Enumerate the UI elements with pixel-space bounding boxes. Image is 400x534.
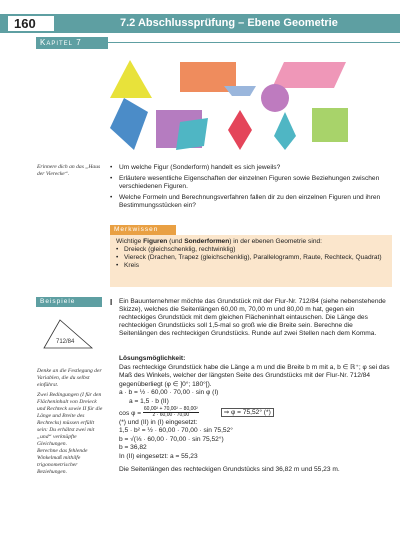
task-text: Ein Bauunternehmer möchte das Grundstück mit der Flur-Nr. 712/84 (siehe nebenstehende Skizze), welches die Seitenlängen 60,00 m, 70,00 m und 80,00 m hat, gegen ein rechteckiges Grundstück mit dem gleichen Flächeninhalt eintauschen. Die Länge des rechteckigen Grundstücks soll 1,5-mal so groß wie die Breite sein. Berechne die Seitenlängen des rechteckigen Grundstücks. Runde auf zwei Stellen nach dem Komma. [119, 298, 386, 337]
violet-circle [261, 84, 289, 112]
merkwissen-item: • Kreis [116, 262, 386, 270]
example-number: I [110, 298, 113, 307]
section-title: 7.2 Abschlussprüfung – Ebene Geometrie [120, 17, 338, 29]
margin-note-haus: Erinnere dich an das „Haus der Vierecke“. [37, 164, 101, 177]
yellow-triangle [110, 60, 152, 98]
merkwissen-list [116, 246, 386, 270]
solution-intro: Das rechteckige Grundstück habe die Länge a m und die Breite b m mit a, b ∈ ℝ⁺; φ sei das Maß des Winkels, welcher der längsten Seite des Grundstücks mit der Flur-Nr. 712/84 gegenüberliegt (φ ∈ ]0°; 180°[). [119, 363, 390, 388]
merkwissen-item: • Dreieck (gleichschenklig, rechtwinklig) [116, 246, 386, 254]
margin-note-bedingungen: Zwei Bedingungen (I für den Flächeninhalt von Dreieck und Rechteck sowie II für die Länge und Breite des Rechtecks) müssen erfüllt sein: Du erhältst zwei mit „und“ verknüpfte Gleichungen. [37, 392, 103, 447]
triangle-sketch [38, 318, 96, 352]
phi-result-box: ⇒ φ = 75,52° (*) [221, 408, 274, 417]
margin-note-variablen: Denke an die Festlegung der Variablen, die du selbst einführst. [37, 368, 102, 388]
equation-3: (*) und (II) in (I) eingesetzt: [119, 418, 198, 426]
pink-parallelogram [272, 62, 346, 88]
question-item: • Welche Formeln und Berechnungsverfahren fallen dir zu den einzelnen Figuren und ihren Bestimmungsstücken ein? [110, 194, 392, 210]
equation-6: b = 36,82 [119, 444, 147, 452]
chapter-label: Kapitel 7 [36, 37, 108, 49]
green-square [312, 108, 348, 142]
teal-kite [274, 112, 296, 150]
page-number: 160 [8, 16, 54, 31]
geometric-shapes-figure [108, 58, 378, 153]
merkwissen-label: Merkwissen [110, 225, 176, 235]
merkwissen-box [110, 235, 392, 287]
solution-heading: Lösungsmöglichkeit: [119, 355, 186, 362]
conclusion: Die Seitenlängen des rechteckigen Grundstücks sind 36,82 m und 55,23 m. [119, 465, 340, 473]
beispiele-label: Beispiele [36, 297, 102, 307]
blue-trapezoid [224, 86, 256, 96]
equation-1: a · b = ½ · 60,00 · 70,00 · sin φ (I) [119, 389, 219, 397]
question-item: • Um welche Figur (Sonderform) handelt es sich jeweils? [110, 164, 392, 172]
equation-7: In (II) eingesetzt: a = 55,23 [119, 452, 198, 460]
merkwissen-item: • Viereck (Drachen, Trapez (gleichschenklig), Parallelogramm, Raute, Rechteck, Quadrat) [116, 254, 386, 262]
merkwissen-intro: Wichtige Figuren (und Sonderformen) in der ebenen Geometrie sind: [116, 238, 322, 245]
chapter-rule [108, 42, 400, 43]
blue-diamond [110, 98, 148, 150]
equation-2: a = 1,5 · b (II) [129, 397, 169, 405]
cos-equation: cos φ = $\frac{\text{60,00² + 70,00² − 80,00²}}{2 \cdot 60,00 \cdot 70,00}$ ⇒ φ = 75,52° (*) [119, 407, 391, 419]
equation-5: b = √(⅓ · 60,00 · 70,00 · sin 75,52°) [119, 435, 224, 443]
red-rhombus [228, 110, 252, 150]
sketch-label: 712/84 [56, 339, 75, 345]
equation-4: 1,5 · b² = ½ · 60,00 · 70,00 · sin 75,52° [119, 427, 233, 435]
question-item: • Erläutere wesentliche Eigenschaften der einzelnen Figuren sowie Beziehungen zwischen verschiedenen Figuren. [110, 175, 392, 191]
solution-block [119, 355, 391, 474]
question-list [110, 164, 392, 213]
teal-parallelogram [176, 118, 208, 150]
margin-note-winkel: Berechne das fehlende Winkelmaß mithilfe trigonometrischer Beziehungen. [37, 448, 88, 475]
